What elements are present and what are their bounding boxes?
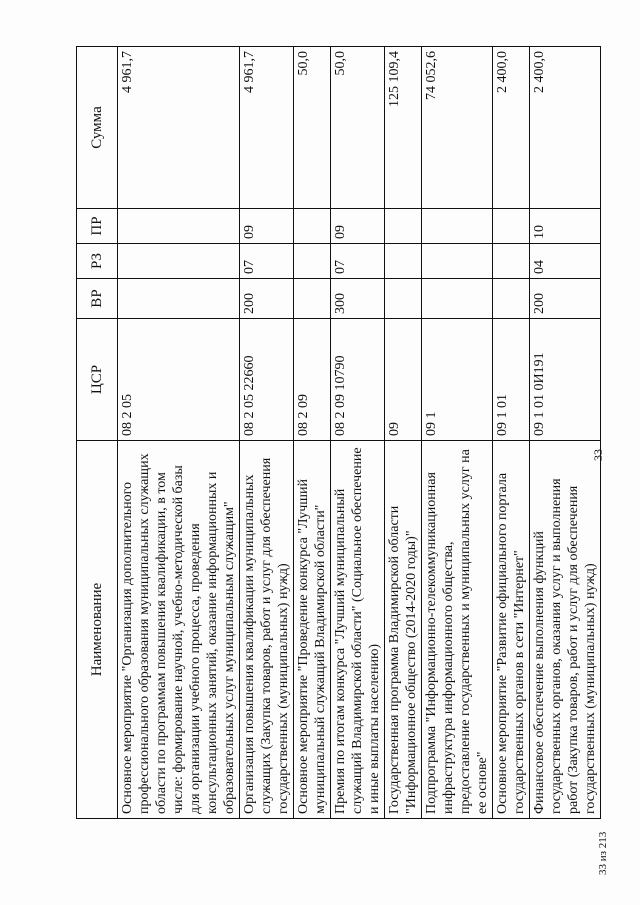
- cell-name: Основное мероприятие "Организация дополнительного профессионального образования муниципальных служащих области по программам повышения квалификации, в том числе: формирование научной, учебно-методической базы для организации учебного процесса, проведения консультационных занятий, оказание информационных и образовательных услуг муниципальным служащим": [118, 441, 240, 819]
- cell-sum: 50,0: [331, 47, 385, 209]
- cell-csr: 08 2 09: [294, 319, 331, 441]
- header-name: Наименование: [77, 441, 118, 819]
- cell-vr: 200: [530, 279, 601, 319]
- header-sum: Сумма: [77, 47, 118, 209]
- cell-sum: 2 400,0: [530, 47, 601, 209]
- cell-name: Основное мероприятие "Проведение конкурса "Лучший муниципальный служащий Владимирской области": [294, 441, 331, 819]
- footer-page-count: 33 из 213: [597, 831, 609, 875]
- page-number: 33: [591, 449, 605, 461]
- cell-vr: [422, 279, 493, 319]
- cell-sum: 125 109,4: [385, 47, 422, 209]
- cell-name: Финансовое обеспечение выполнения функций государственных органов, оказания услуг и выполнения работ (Закупка товаров, работ и услуг для обеспечения государственных (муниципальных) нужд): [530, 441, 601, 819]
- cell-pr: [294, 209, 331, 244]
- cell-vr: [493, 279, 530, 319]
- cell-rz: 07: [331, 244, 385, 279]
- cell-sum: 74 052,6: [422, 47, 493, 209]
- cell-pr: [493, 209, 530, 244]
- cell-csr: 09 1: [422, 319, 493, 441]
- cell-pr: 09: [331, 209, 385, 244]
- cell-rz: [385, 244, 422, 279]
- cell-csr: 08 2 09 10790: [331, 319, 385, 441]
- cell-pr: 09: [240, 209, 294, 244]
- cell-csr: 08 2 05: [118, 319, 240, 441]
- cell-rz: [118, 244, 240, 279]
- table-row: [118, 47, 240, 819]
- header-csr: ЦСР: [77, 319, 118, 441]
- table-row: [240, 47, 294, 819]
- cell-vr: [118, 279, 240, 319]
- cell-pr: [118, 209, 240, 244]
- table-row: [422, 47, 493, 819]
- header-pr: ПР: [77, 209, 118, 244]
- cell-pr: 10: [530, 209, 601, 244]
- cell-vr: 300: [331, 279, 385, 319]
- cell-sum: 4 961,7: [240, 47, 294, 209]
- cell-csr: 09: [385, 319, 422, 441]
- cell-csr: 09 1 01: [493, 319, 530, 441]
- table-row: [530, 47, 601, 819]
- cell-name: Основное мероприятие "Развитие официального портала государственных органов в сети "Интернет": [493, 441, 530, 819]
- cell-rz: [294, 244, 331, 279]
- table-row: [331, 47, 385, 819]
- cell-vr: [385, 279, 422, 319]
- header-rz: РЗ: [77, 244, 118, 279]
- header-vr: ВР: [77, 279, 118, 319]
- table-row: [385, 47, 422, 819]
- cell-rz: [422, 244, 493, 279]
- cell-csr: 08 2 05 22660: [240, 319, 294, 441]
- table-header-row: [77, 47, 118, 819]
- cell-pr: [422, 209, 493, 244]
- cell-sum: 2 400,0: [493, 47, 530, 209]
- cell-pr: [385, 209, 422, 244]
- cell-name: Подпрограмма "Информационно-телекоммуникационная инфраструктура информационного общества, предоставление государственных и муниципальных услуг на ее основе": [422, 441, 493, 819]
- cell-vr: 200: [240, 279, 294, 319]
- cell-csr: 09 1 01 0И191: [530, 319, 601, 441]
- cell-rz: [493, 244, 530, 279]
- budget-table: [76, 46, 601, 819]
- table-row: [294, 47, 331, 819]
- cell-sum: 4 961,7: [118, 47, 240, 209]
- cell-sum: 50,0: [294, 47, 331, 209]
- cell-vr: [294, 279, 331, 319]
- cell-rz: 07: [240, 244, 294, 279]
- table-row: [493, 47, 530, 819]
- cell-name: Государственная программа Владимирской области "Информационное общество (2014-2020 годы)": [385, 441, 422, 819]
- cell-name: Премия по итогам конкурса "Лучший муниципальный служащий Владимирской области" (Социальное обеспечение и иные выплаты населению): [331, 441, 385, 819]
- cell-name: Организация повышения квалификации муниципальных служащих (Закупка товаров, работ и услуг для обеспечения государственных (муниципальных) нужд): [240, 441, 294, 819]
- cell-rz: 04: [530, 244, 601, 279]
